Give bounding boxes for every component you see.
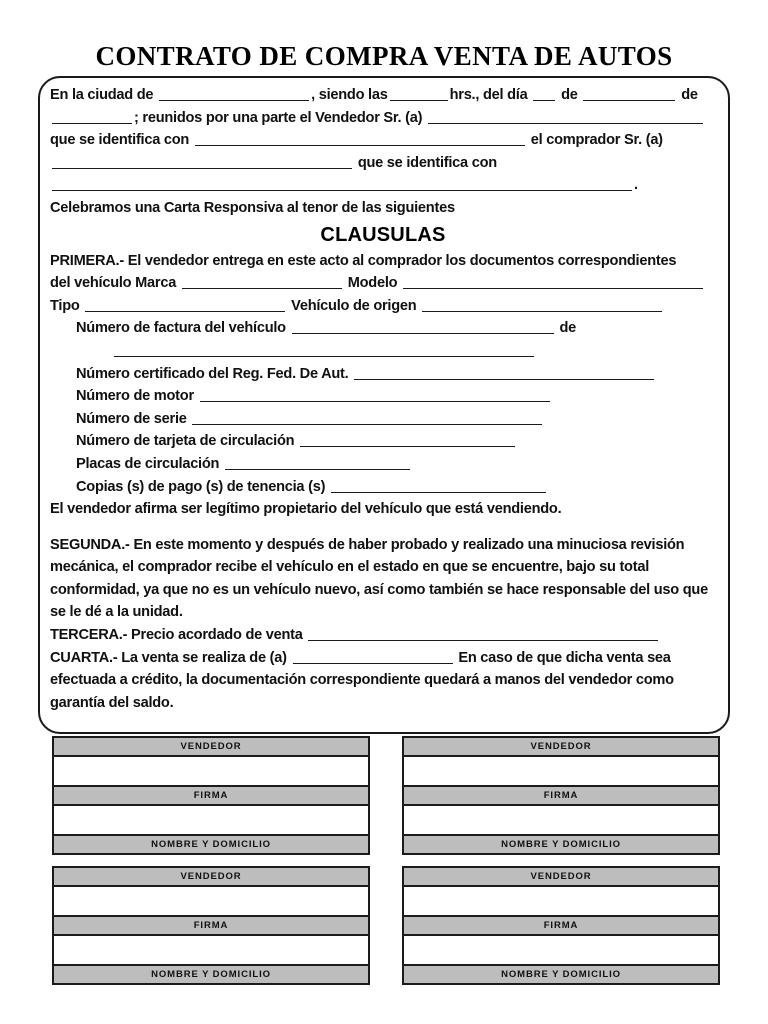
modelo-blank[interactable]: [403, 274, 703, 289]
intro-comprador-nombre-blank[interactable]: [52, 154, 352, 169]
contract-body-frame: [38, 76, 730, 734]
clausulas-heading: CLAUSULAS: [320, 223, 446, 246]
signature-block-4[interactable]: [402, 866, 720, 985]
marca-blank[interactable]: [182, 274, 342, 289]
certificado-blank[interactable]: [354, 365, 654, 380]
intro-dia-blank[interactable]: [533, 86, 555, 101]
serie-blank[interactable]: [192, 410, 542, 425]
primera-line-copias: [50, 476, 716, 499]
signature-block-3-firma: FIRMA: [54, 917, 368, 936]
tarjeta-label: Número de tarjeta de circulación: [76, 433, 295, 450]
signature-block-3-nombre: NOMBRE Y DOMICILIO: [54, 966, 368, 983]
copias-blank[interactable]: [331, 478, 546, 493]
tipo-blank[interactable]: [85, 297, 285, 312]
forma-pago-blank[interactable]: [293, 649, 453, 664]
clause-primera: [50, 250, 716, 521]
modelo-label: Modelo: [347, 275, 398, 292]
factura-de-label: de: [559, 320, 576, 337]
primera-line-placas: [50, 453, 716, 476]
signature-block-2-signature-field[interactable]: [404, 757, 718, 787]
precio-blank[interactable]: [308, 626, 658, 641]
factura-continuacion-blank[interactable]: [114, 342, 534, 357]
primera-line-certificado: [50, 363, 716, 386]
serie-label: Número de serie: [76, 410, 187, 427]
intro-mes-blank[interactable]: [583, 86, 675, 101]
tarjeta-blank[interactable]: [300, 432, 515, 447]
cuarta-label: CUARTA.-: [50, 649, 118, 666]
intro-ciudad-label: En la ciudad de: [50, 87, 154, 103]
clause-tercera: [50, 624, 716, 647]
certificado-label: Número certificado del Reg. Fed. De Aut.: [76, 365, 349, 382]
signature-block-1-nombre: NOMBRE Y DOMICILIO: [54, 836, 368, 853]
segunda-text: En este momento y después de haber probado y realizado una minuciosa revisión mecánica, el comprador recibe el vehículo en el estado en que se encuentre, bajo su total conformidad, ya que no es un vehículo nuevo, así como también se hace responsable del uso que se le dé a la unidad.: [50, 536, 708, 621]
intro-comprador-id-blank[interactable]: [52, 176, 632, 191]
clause-spacer: [50, 521, 716, 534]
signature-block-2-nombre: NOMBRE Y DOMICILIO: [404, 836, 718, 853]
signature-block-4-signature-field[interactable]: [404, 887, 718, 917]
factura-label: Número de factura del vehículo: [76, 320, 286, 337]
cuarta-text-b: En caso de que dicha venta sea efectuada a crédito, la documentación correspondiente quedará a manos del vendedor como garantía del saldo.: [50, 649, 674, 711]
primera-line-serie: [50, 408, 716, 431]
intro-vendedor-id-blank[interactable]: [195, 131, 525, 146]
placas-label: Placas de circulación: [76, 455, 220, 472]
marca-label: del vehículo Marca: [50, 275, 177, 292]
clause-segunda: [50, 534, 716, 624]
intro-line-4: [50, 152, 716, 175]
signature-block-2-firma: FIRMA: [404, 787, 718, 806]
intro-vendedor-nombre-blank[interactable]: [428, 109, 703, 124]
intro-hora-blank[interactable]: [390, 86, 448, 101]
signature-block-1-party: VENDEDOR: [54, 738, 368, 757]
signature-area: [0, 736, 768, 996]
signature-block-4-name-field[interactable]: [404, 936, 718, 966]
intro-identifica-label-2: que se identifica con: [357, 154, 497, 171]
signature-block-1-name-field[interactable]: [54, 806, 368, 836]
signature-block-1[interactable]: [52, 736, 370, 855]
intro-siendo-label: , siendo las: [311, 87, 388, 103]
tercera-line: [50, 624, 716, 647]
intro-period: .: [634, 177, 638, 194]
signature-row-top: [0, 736, 768, 855]
signature-block-4-firma: FIRMA: [404, 917, 718, 936]
primera-line-motor: [50, 385, 716, 408]
origen-blank[interactable]: [422, 297, 662, 312]
signature-block-2-party: VENDEDOR: [404, 738, 718, 757]
intro-vendedor-label: ; reunidos por una parte el Vendedor Sr. (a): [134, 109, 423, 126]
intro-identifica-label-1: que se identifica con: [50, 132, 190, 149]
motor-label: Número de motor: [76, 388, 194, 405]
cuarta-text-a: La venta se realiza de (a): [121, 649, 287, 666]
factura-blank[interactable]: [292, 319, 554, 334]
primera-line-tarjeta: [50, 430, 716, 453]
intro-hrs-label: hrs., del día: [449, 87, 528, 103]
intro-line-1: [50, 84, 716, 107]
primera-line-1: [50, 250, 716, 273]
segunda-label: SEGUNDA.-: [50, 536, 130, 553]
signature-block-2[interactable]: [402, 736, 720, 855]
tercera-text: Precio acordado de venta: [131, 627, 303, 644]
tercera-label: TERCERA.-: [50, 627, 128, 644]
signature-block-1-signature-field[interactable]: [54, 757, 368, 787]
primera-line-marca: [50, 272, 716, 295]
intro-line-2: [50, 107, 716, 130]
intro-comprador-label: el comprador Sr. (a): [530, 132, 663, 149]
copias-label: Copias (s) de pago (s) de tenencia (s): [76, 478, 326, 495]
signature-block-2-name-field[interactable]: [404, 806, 718, 836]
signature-block-3-signature-field[interactable]: [54, 887, 368, 917]
intro-anio-blank[interactable]: [52, 109, 132, 124]
clause-cuarta: [50, 647, 716, 715]
page-title: CONTRATO DE COMPRA VENTA DE AUTOS: [95, 41, 673, 71]
motor-blank[interactable]: [200, 387, 550, 402]
primera-text: El vendedor entrega en este acto al comprador los documentos correspondientes: [127, 252, 677, 269]
primera-line-afirma: El vendedor afirma ser legítimo propietario del vehículo que está vendiendo.: [50, 501, 562, 518]
intro-line-5: [50, 174, 716, 197]
primera-line-factura: [50, 317, 716, 340]
signature-block-4-nombre: NOMBRE Y DOMICILIO: [404, 966, 718, 983]
primera-line-factura-cont: [50, 340, 716, 363]
origen-label: Vehículo de origen: [291, 297, 417, 314]
intro-ciudad-blank[interactable]: [159, 86, 309, 101]
signature-block-3-name-field[interactable]: [54, 936, 368, 966]
tipo-label: Tipo: [50, 297, 80, 314]
intro-de-label-1: de: [561, 87, 578, 103]
intro-paragraph: [50, 84, 716, 220]
placas-blank[interactable]: [225, 455, 410, 470]
intro-line-6: Celebramos una Carta Responsiva al tenor de las siguientes: [50, 199, 455, 216]
signature-row-bottom: [0, 866, 768, 985]
signature-block-4-party: VENDEDOR: [404, 868, 718, 887]
primera-label: PRIMERA.-: [50, 252, 124, 269]
signature-block-3[interactable]: [52, 866, 370, 985]
signature-block-1-firma: FIRMA: [54, 787, 368, 806]
intro-line-3: [50, 129, 716, 152]
signature-block-3-party: VENDEDOR: [54, 868, 368, 887]
primera-line-tipo: [50, 295, 716, 318]
intro-de-label-2: de: [681, 87, 698, 103]
